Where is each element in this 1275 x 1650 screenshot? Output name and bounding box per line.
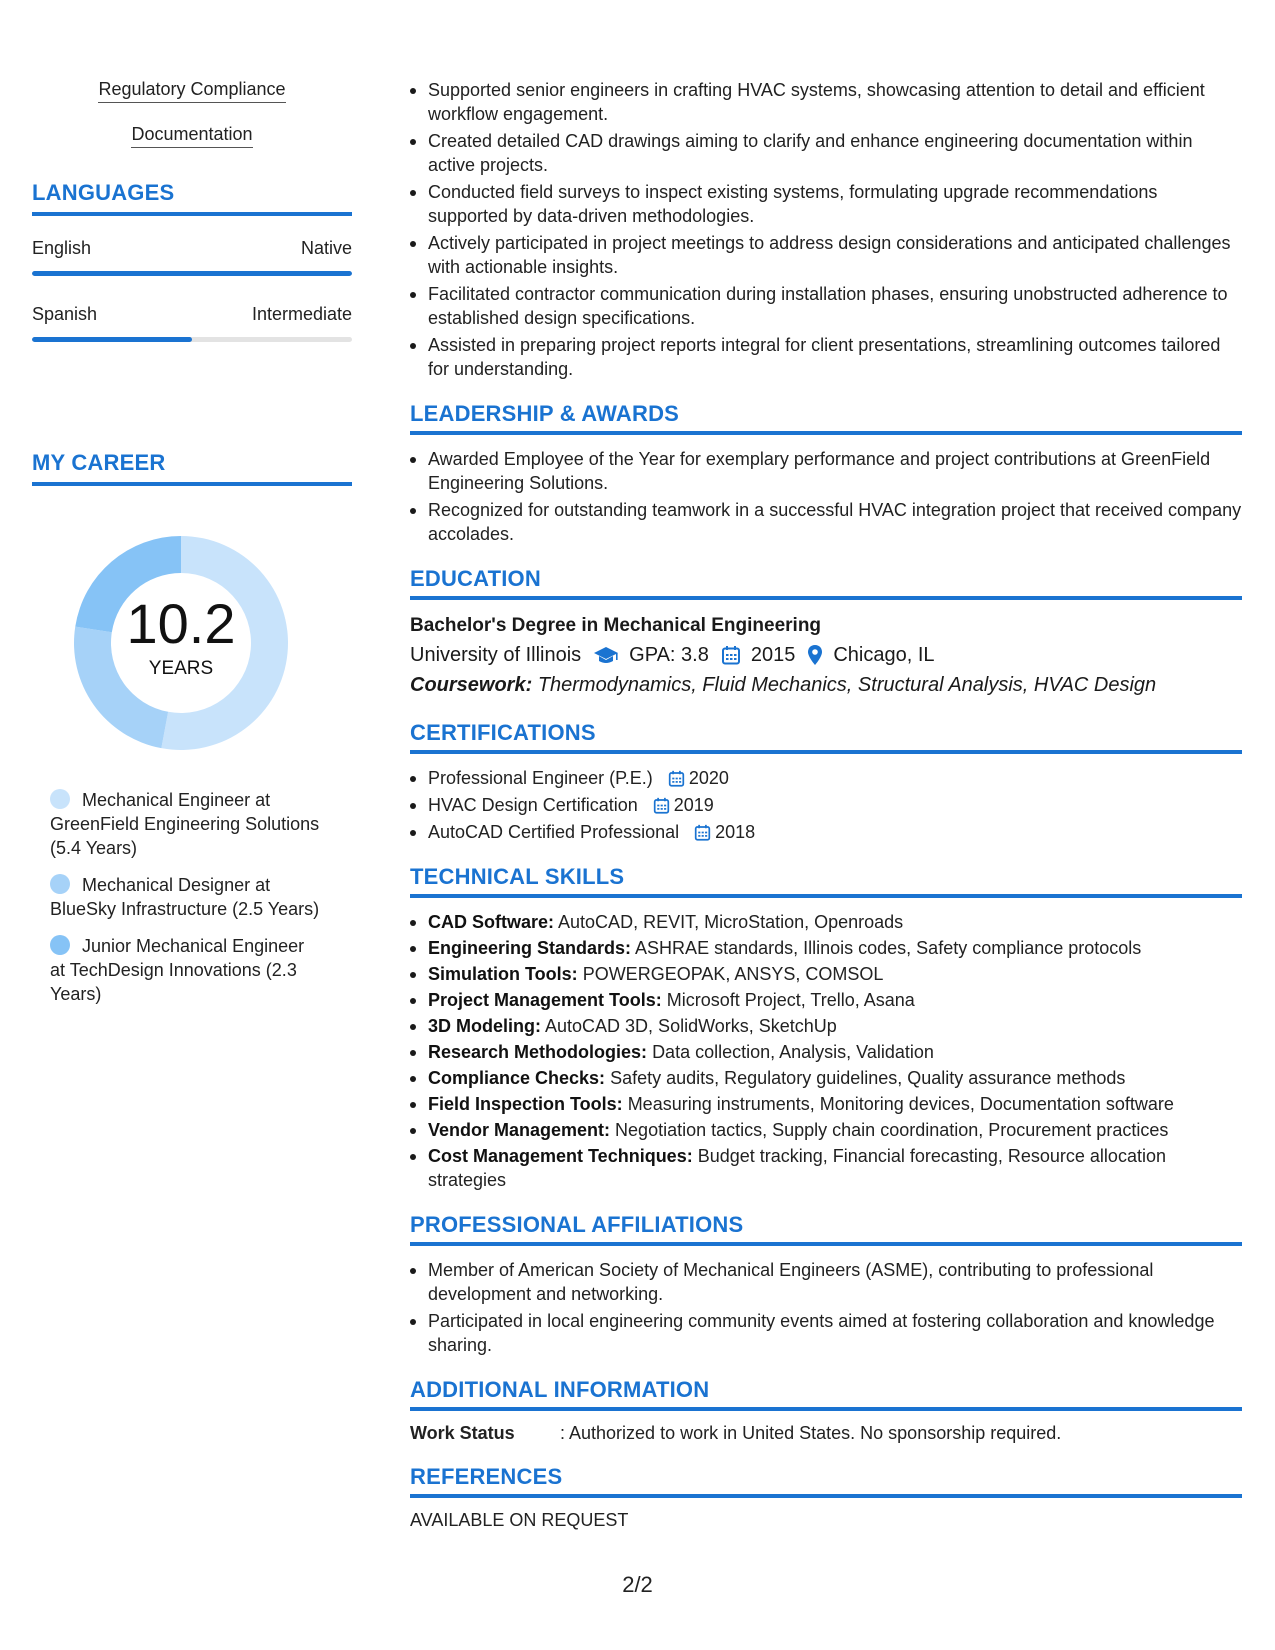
skill-label: Field Inspection Tools: — [428, 1094, 623, 1114]
career-item-text: Junior Mechanical Engineer at TechDesign Innovations (2.3 Years) — [50, 936, 305, 1004]
career-item-text: Mechanical Engineer at GreenField Engineering Solutions (5.4 Years) — [50, 790, 320, 858]
career-legend — [50, 788, 320, 1006]
experience-bullet: Conducted field surveys to inspect existing systems, formulating upgrade recommendations supported by data-driven methodologies. — [410, 180, 1242, 228]
coursework-text: Thermodynamics, Fluid Mechanics, Structural Analysis, HVAC Design — [537, 674, 1157, 696]
language-level: Intermediate — [251, 304, 352, 324]
certification-year: 2020 — [688, 768, 729, 788]
skill-label: Engineering Standards: — [428, 938, 632, 958]
education-coursework — [410, 670, 1242, 700]
left-column — [32, 78, 352, 1004]
education-location: Chicago, IL — [833, 644, 935, 666]
skill-label: Cost Management Techniques: — [428, 1146, 693, 1166]
skill-value: Safety audits, Regulatory guidelines, Quality assurance methods — [610, 1068, 1126, 1088]
skill-value: Negotiation tactics, Supply chain coordination, Procurement practices — [615, 1120, 1169, 1140]
career-item — [50, 934, 320, 1006]
certification-name: Professional Engineer (P.E.) — [428, 768, 653, 788]
skill-item — [410, 1040, 1242, 1064]
education-school: University of Illinois — [410, 644, 582, 666]
language-level: Native — [300, 238, 352, 258]
skill-value: AutoCAD 3D, SolidWorks, SketchUp — [545, 1016, 837, 1036]
technical-skills-heading: TECHNICAL SKILLS — [410, 864, 1242, 898]
skill-item — [410, 1066, 1242, 1090]
affiliation-item: Member of American Society of Mechanical Engineers (ASME), contributing to professional development and networking. — [410, 1258, 1242, 1306]
skill-label: 3D Modeling: — [428, 1016, 541, 1036]
leadership-list — [410, 447, 1242, 546]
references-text: AVAILABLE ON REQUEST — [410, 1510, 629, 1530]
experience-bullet: Actively participated in project meetings to address design considerations and anticipated challenges with actionable insights. — [410, 231, 1242, 279]
legend-dot — [50, 789, 70, 809]
skill-label: Vendor Management: — [428, 1120, 611, 1140]
calendar-icon — [668, 770, 685, 787]
certification-item — [410, 766, 1242, 790]
donut-center — [66, 528, 296, 758]
languages-heading: LANGUAGES — [32, 180, 352, 216]
skill-label: Research Methodologies: — [428, 1042, 648, 1062]
education-year: 2015 — [750, 644, 796, 666]
skill-value: POWERGEOPAK, ANSYS, COMSOL — [582, 964, 884, 984]
certification-item — [410, 793, 1242, 817]
calendar-icon — [694, 824, 711, 841]
skill-label: Project Management Tools: — [428, 990, 662, 1010]
language-item — [32, 238, 352, 276]
skill-item — [410, 1144, 1242, 1192]
experience-bullet: Created detailed CAD drawings aiming to clarify and enhance engineering documentation within active projects. — [410, 129, 1242, 177]
language-proficiency-fill — [32, 271, 352, 276]
skill-label: Compliance Checks: — [428, 1068, 606, 1088]
skill-label: CAD Software: — [428, 912, 555, 932]
right-column — [410, 78, 1242, 1531]
additional-info-heading: ADDITIONAL INFORMATION — [410, 1377, 1242, 1411]
calendar-icon — [721, 645, 741, 665]
experience-bullet: Assisted in preparing project reports integral for client presentations, streamlining outcomes tailored for understanding. — [410, 333, 1242, 381]
career-heading: MY CAREER — [32, 450, 352, 486]
skill-item — [410, 988, 1242, 1012]
skill-value: Budget tracking, Financial forecasting, Resource allocation strategies — [428, 1146, 1166, 1190]
work-status-row — [410, 1423, 1242, 1444]
career-section — [32, 450, 352, 1019]
work-status-value: : Authorized to work in United States. No sponsorship required. — [560, 1423, 1062, 1443]
career-item-text: Mechanical Designer at BlueSky Infrastructure (2.5 Years) — [50, 875, 320, 919]
skill-value: ASHRAE standards, Illinois codes, Safety compliance protocols — [635, 938, 1142, 958]
legend-dot — [50, 935, 70, 955]
affiliation-item: Participated in local engineering community events aimed at fostering collaboration and knowledge sharing. — [410, 1309, 1242, 1357]
leadership-item: Awarded Employee of the Year for exemplary performance and project contributions at GreenField Engineering Solutions. — [410, 447, 1242, 495]
certifications-heading: CERTIFICATIONS — [410, 720, 1242, 754]
legend-dot — [50, 874, 70, 894]
career-item — [50, 873, 320, 921]
graduation-cap-icon — [593, 645, 619, 665]
skill-label: Simulation Tools: — [428, 964, 578, 984]
skill-item — [410, 936, 1242, 960]
education-heading: EDUCATION — [410, 566, 1242, 600]
location-pin-icon — [807, 644, 823, 666]
career-item — [50, 788, 320, 860]
calendar-icon — [653, 797, 670, 814]
skill-tag: Documentation — [131, 123, 252, 148]
certification-item — [410, 820, 1242, 844]
language-proficiency-bar — [32, 337, 352, 342]
skill-item — [410, 910, 1242, 934]
experience-bullets — [410, 78, 1242, 381]
education-degree: Bachelor's Degree in Mechanical Engineering — [410, 615, 822, 636]
education-gpa: GPA: 3.8 — [629, 644, 709, 666]
certifications-list — [410, 766, 1242, 844]
language-proficiency-bar — [32, 271, 352, 276]
career-total-unit: YEARS — [148, 658, 214, 679]
technical-skills-list — [410, 910, 1242, 1192]
education-meta — [410, 640, 1242, 670]
coursework-label: Coursework: — [410, 674, 533, 696]
languages-section — [32, 180, 352, 342]
language-name: English — [32, 238, 92, 258]
references-heading: REFERENCES — [410, 1464, 1242, 1498]
leadership-heading: LEADERSHIP & AWARDS — [410, 401, 1242, 435]
career-total-value: 10.2 — [126, 592, 236, 655]
language-proficiency-fill — [32, 337, 192, 342]
skill-value: Microsoft Project, Trello, Asana — [666, 990, 915, 1010]
language-name: Spanish — [32, 304, 98, 324]
skill-item — [410, 1092, 1242, 1116]
skill-value: AutoCAD, REVIT, MicroStation, Openroads — [558, 912, 904, 932]
skill-item — [410, 962, 1242, 986]
skill-value: Measuring instruments, Monitoring devices, Documentation software — [627, 1094, 1174, 1114]
skill-value: Data collection, Analysis, Validation — [652, 1042, 934, 1062]
career-donut-chart — [66, 528, 296, 758]
skill-tag: Regulatory Compliance — [98, 78, 285, 103]
page-number: 2/2 — [622, 1572, 653, 1597]
certification-year: 2019 — [673, 795, 714, 815]
certification-name: AutoCAD Certified Professional — [428, 822, 680, 842]
experience-bullet: Supported senior engineers in crafting HVAC systems, showcasing attention to detail and efficient workflow engagement. — [410, 78, 1242, 126]
leadership-item: Recognized for outstanding teamwork in a successful HVAC integration project that received company accolades. — [410, 498, 1242, 546]
affiliations-list — [410, 1258, 1242, 1357]
skill-item — [410, 1118, 1242, 1142]
affiliations-heading: PROFESSIONAL AFFILIATIONS — [410, 1212, 1242, 1246]
certification-year: 2018 — [715, 822, 756, 842]
language-item — [32, 304, 352, 342]
experience-bullet: Facilitated contractor communication during installation phases, ensuring unobstructed adherence to established design specifications. — [410, 282, 1242, 330]
work-status-label: Work Status — [410, 1423, 515, 1443]
certification-name: HVAC Design Certification — [428, 795, 638, 815]
skill-item — [410, 1014, 1242, 1038]
